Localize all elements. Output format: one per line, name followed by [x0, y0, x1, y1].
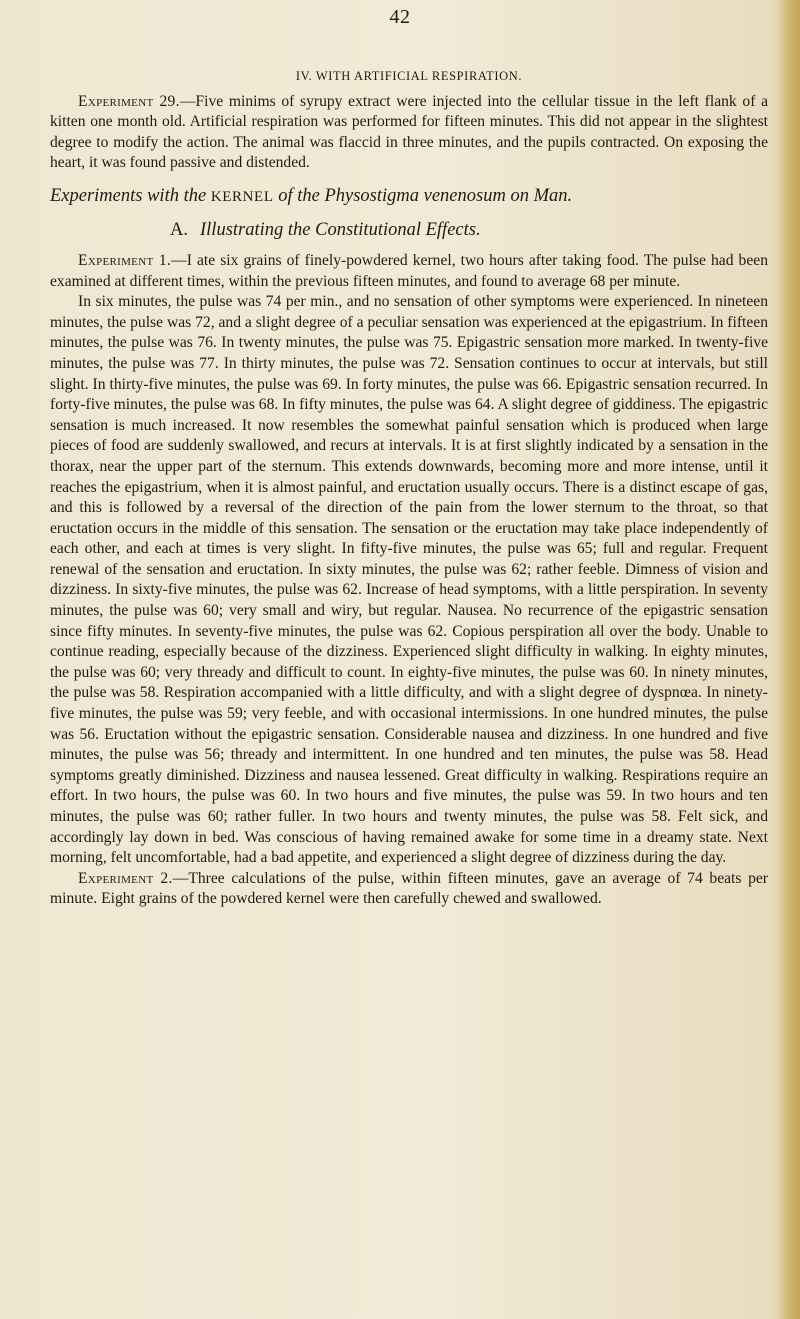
experiment-1-observations: In six minutes, the pulse was 74 per min., and no sensation of other symptoms were experienced. In nineteen minutes, the pulse was 72, and a slight degree of a peculiar sensation was experienced at the epigastrium. In fifteen minutes, the pulse was 76. In twenty minutes, the pulse was 75. Epigastric sensation more marked. In twenty-five minutes, the pulse was 77. In thirty minutes, the pulse was 72. Sensation continues to occur at intervals, but still slight. In thirty-five minutes, the pulse was 69. In forty minutes, the pulse was 66. Epigastric sensation recurred. In forty-five minutes, the pulse was 68. In fifty minutes, the pulse was 64. A slight degree of giddiness. The epigastric sensation is much increased. It now resembles the somewhat painful sensation which is produced when large pieces of food are suddenly swallowed, and recurs at intervals. It is at first slightly indicated by a sensation in the thorax, near the upper part of the sternum. This extends downwards, becoming more and more intense, until it reaches the epigastrium, when it is almost painful, and eructation usually occurs. There is a distinct escape of gas, and this is followed by a reversal of the direction of the pain from the lower sternum to the throat, so that eructation occurs in the middle of this sensation. The sensation or the eructation may take place independently of each other, and each at times is very slight. In fifty-five minutes, the pulse was 65; full and regular. Frequent renewal of the sensation and eructation. In sixty minutes, the pulse was 62; rather feeble. Dimness of vision and dizziness. In sixty-five minutes, the pulse was 62. Increase of head symptoms, with a little perspiration. In seventy minutes, the pulse was 60; very small and wiry, but regular. Nausea. No recurrence of the epigastric sensation since fifty minutes. In seventy-five minutes, the pulse was 62. Copious perspiration all over the body. Unable to continue reading, especially because of the dizziness. Experienced slight difficulty in walking. In eighty minutes, the pulse was 60; very thready and difficult to count. In eighty-five minutes, the pulse was 60. In ninety minutes, the pulse was 58. Respiration accompanied with a little difficulty, and with a slight degree of dyspnœa. In ninety-five minutes, the pulse was 59; very feeble, and with occasional intermissions. In one hundred minutes, the pulse was 56. Eructation without the epigastric sensation. Considerable nausea and dizziness. In one hundred and five minutes, the pulse was 56; thready and intermittent. In one hundred and ten minutes, the pulse was 58. Head symptoms greatly diminished. Dizziness and nausea lessened. Great difficulty in walking. Respirations require an effort. In two hours, the pulse was 60. In two hours and five minutes, the pulse was 59. In two hours and ten minutes, the pulse was 60; rather fuller. In two hours and twenty minutes, the pulse was 58. Felt sick, and accordingly lay down in bed. Was conscious of having remained awake for some time in a dreamy state. Next morning, felt uncomfortable, had a bad appetite, and experienced a slight degree of dizziness during the day.	[50, 293, 768, 867]
subsection-title: Illustrating the Constitutional Effects.	[200, 219, 481, 240]
page-number: 42	[389, 6, 411, 28]
subsection-heading	[170, 218, 768, 242]
subsection-letter: A.	[170, 219, 188, 240]
experiment-2-paragraph	[50, 869, 768, 910]
kernel-heading-part1: Experiments with the	[50, 185, 207, 206]
page-body	[50, 66, 768, 910]
kernel-heading-kernel: KERNEL	[210, 188, 274, 205]
kernel-experiments-heading	[50, 184, 768, 209]
page-edge-shading	[778, 0, 800, 1319]
experiment-1-label: Experiment 1.	[78, 251, 172, 269]
section-heading: IV. WITH ARTIFICIAL RESPIRATION.	[295, 69, 523, 83]
kernel-heading-part3: of the Physostigma venenosum on Man.	[278, 185, 573, 206]
experiment-2-text: —Three calculations of the pulse, within fifteen minutes, gave an average of 74 beats per minute. Eight grains of the powdered kernel were then carefully chewed and swallowed.	[50, 869, 768, 908]
experiment-29-text: —Five minims of syrupy extract were injected into the cellular tissue in the left flank of a kitten one month old. Artificial respiration was performed for fifteen minutes. This did not appear in the slightest degree to modify the action. The animal was flaccid in three minutes, and the pupils contracted. On exposing the heart, it was found passive and distended.	[50, 92, 769, 172]
experiment-2-label: Experiment 2.	[78, 869, 173, 887]
experiment-1-intro: —I ate six grains of finely-powdered kernel, two hours after taking food. The pulse had been examined at different times, within the previous fifteen minutes, and found to average 68 per minute.	[50, 251, 768, 290]
experiment-29-paragraph	[50, 92, 768, 174]
experiment-29-label: Experiment 29.	[78, 92, 180, 110]
experiment-1-paragraph	[50, 251, 768, 292]
